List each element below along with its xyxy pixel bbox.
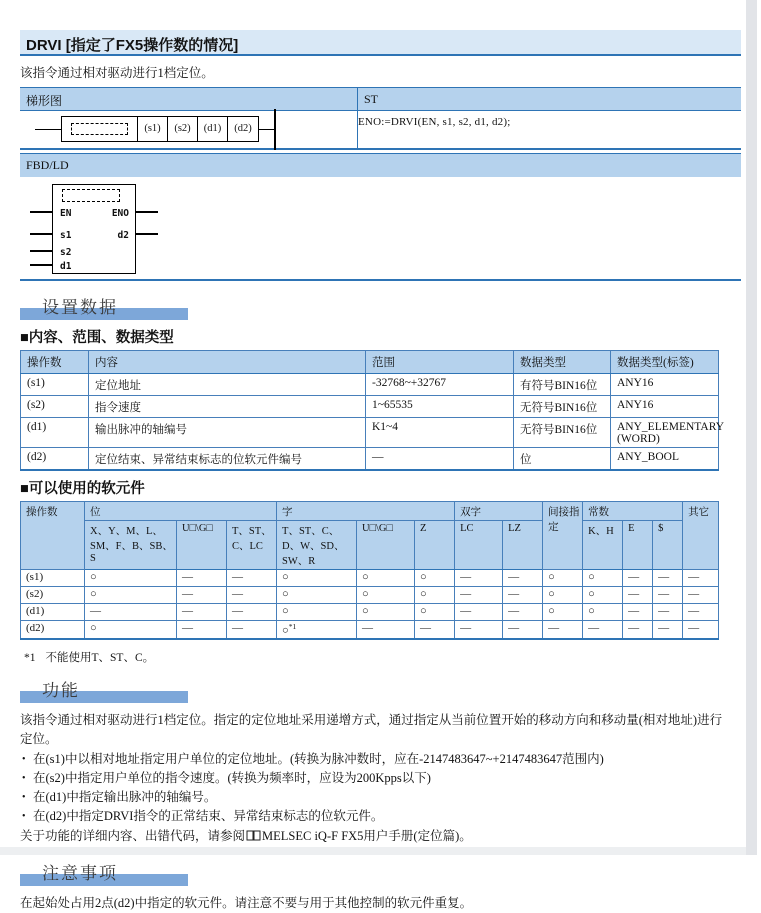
table-cell: — [623, 604, 653, 621]
table-cell: — [683, 604, 719, 621]
table-cell: ○ [583, 587, 623, 604]
table-sub-header-row [21, 521, 719, 570]
column-header: 间接指定 [543, 502, 583, 570]
function-bullets [20, 750, 741, 826]
manual-book-icon [246, 828, 261, 847]
table-cell: ○ [85, 587, 177, 604]
table-cell: — [455, 570, 503, 587]
column-header: 位 [85, 502, 277, 521]
table-cell: — [455, 604, 503, 621]
table-cell: (s1) [21, 570, 85, 587]
ladder-operand-d2: (d2) [234, 123, 252, 134]
column-header: T、ST、C、D、W、SD、SW、R [277, 521, 357, 570]
table-cell: — [683, 587, 719, 604]
bullet-item: • 在(s1)中以相对地址指定用户单位的定位地址。(转换为脉冲数时，应在-2147483647~+2147483647范围内) [20, 750, 741, 769]
table-cell: — [227, 621, 277, 639]
table-cell: ○ [277, 587, 357, 604]
bullet-item: • 在(d2)中指定DRVI指令的正常结束、异常结束标志的位软元件。 [20, 807, 741, 826]
table-cell: — [503, 570, 543, 587]
table-cell: — [85, 604, 177, 621]
instruction-placeholder-box [62, 189, 120, 202]
ladder-instruction-name-cell [62, 117, 138, 141]
precautions-paragraph: 在起始处占用2点(d2)中指定的软元件。请注意不要与用于其他控制的软元件重复。 [20, 895, 473, 910]
table-cell: — [623, 621, 653, 639]
content-table-body [21, 374, 725, 471]
table-cell: — [623, 570, 653, 587]
table-cell: 定位结束、异常结束标志的位软元件编号 [89, 448, 366, 471]
table-cell: — [503, 604, 543, 621]
table-cell: — [653, 621, 683, 639]
table-cell: 1~65535 [366, 396, 514, 418]
page-edge-bottom [0, 847, 746, 855]
table-header-row [21, 351, 719, 374]
fbd-input-stub [30, 211, 52, 213]
ladder-instruction-box [61, 116, 259, 142]
table-cell: (s2) [21, 587, 85, 604]
table-cell: — [177, 587, 227, 604]
table-cell: — [455, 587, 503, 604]
table-cell: (d1) [21, 418, 89, 448]
table-cell: ANY16 [611, 396, 719, 418]
column-header: 其它 [683, 502, 719, 570]
fbd-output-stub [136, 233, 158, 235]
table-cell: — [227, 604, 277, 621]
ladder-wire-left [35, 129, 61, 130]
format-table-body [20, 111, 741, 150]
table-cell: ○ [357, 604, 415, 621]
table-cell: ○ [415, 570, 455, 587]
reference-prefix: 关于功能的详细内容、出错代码，请参阅 [20, 828, 246, 843]
table-cell: — [177, 621, 227, 639]
table-row [21, 587, 719, 604]
table-group-header-row [21, 502, 719, 521]
table-cell: — [177, 570, 227, 587]
fbd-input-stub [30, 250, 52, 252]
footnote [24, 649, 741, 664]
column-header: E [623, 521, 653, 570]
column-header: 字 [277, 502, 455, 521]
column-header: Z [415, 521, 455, 570]
fbd-output-stub [136, 211, 158, 213]
table-cell: 有符号BIN16位 [514, 374, 611, 396]
table-row [21, 396, 719, 418]
table-cell: ○ [357, 570, 415, 587]
table-cell: ○ [415, 604, 455, 621]
table-cell: ○ [583, 604, 623, 621]
table-cell: — [683, 570, 719, 587]
table-cell: ANY_BOOL [611, 448, 719, 471]
table-cell: ○ [357, 587, 415, 604]
table-cell: -32768~+32767 [366, 374, 514, 396]
table-row [21, 374, 719, 396]
table-cell: 位 [514, 448, 611, 471]
table-cell: — [683, 621, 719, 639]
ladder-diagram [20, 111, 358, 150]
intro-text: 该指令通过相对驱动进行1档定位。 [20, 66, 214, 80]
table-cell: (d1) [21, 604, 85, 621]
bullet-item: • 在(s2)中指定用户单位的指令速度。(转换为频率时，应设为200Kpps以下) [20, 769, 741, 788]
table-cell: ANY_ELEMENTARY (WORD) [611, 418, 719, 448]
column-header: X、Y、M、L、SM、F、B、SB、S [85, 521, 177, 570]
section-heading-function: 功能 [20, 678, 741, 704]
table-cell: — [357, 621, 415, 639]
table-cell: — [653, 587, 683, 604]
table-cell: 定位地址 [89, 374, 366, 396]
table-row [21, 621, 719, 639]
ladder-header: 梯形图 [20, 88, 358, 110]
table-cell: — [583, 621, 623, 639]
table-cell: 无符号BIN16位 [514, 396, 611, 418]
column-header: $ [653, 521, 683, 570]
table-cell: — [503, 587, 543, 604]
table-cell: — [623, 587, 653, 604]
table-cell: 指令速度 [89, 396, 366, 418]
table-cell: ○ [543, 604, 583, 621]
format-table [20, 87, 741, 150]
page-edge-right [746, 0, 757, 855]
column-header: 双字 [455, 502, 543, 521]
section-heading-setting-data: 设置数据 [20, 295, 741, 321]
table-cell: (d2) [21, 621, 85, 639]
ladder-operand-s2: (s2) [168, 117, 198, 141]
table-cell: ○ [85, 570, 177, 587]
subheading-usable-devices: ■可以使用的软元件 [20, 481, 145, 497]
table-cell: ○$^{*1}$ [277, 621, 357, 639]
fbd-pin-eno: ENO [111, 208, 129, 219]
footnote-text: 不能使用T、ST、C。 [45, 651, 155, 664]
ladder-operand-s1: (s1) [138, 117, 168, 141]
table-row [21, 570, 719, 587]
column-header: U□\G□ [177, 521, 227, 570]
table-cell: ○ [543, 570, 583, 587]
manual-page-content [20, 30, 741, 913]
fbd-input-stub [30, 233, 52, 235]
bullet-item: • 在(d1)中指定输出脉冲的轴编号。 [20, 788, 741, 807]
table-cell: (d2) [21, 448, 89, 471]
table-cell: ○ [415, 587, 455, 604]
ladder-operand-d1: (d1) [198, 117, 228, 141]
reference-manual-title: MELSEC iQ-F FX5用户手册(定位篇)。 [262, 828, 472, 843]
table-cell: — [503, 621, 543, 639]
column-header: LC [455, 521, 503, 570]
table-cell: — [455, 621, 503, 639]
fbd-pin-s1: s1 [60, 230, 72, 241]
table-cell: — [415, 621, 455, 639]
column-header: 操作数 [21, 502, 85, 570]
footnote-marker: *1 [24, 651, 36, 664]
column-header: 数据类型 [514, 351, 611, 374]
column-header: K、H [583, 521, 623, 570]
ladder-wire-right [258, 129, 274, 130]
fbd-pin-s2: s2 [60, 247, 72, 258]
fbd-header: FBD/LD [20, 153, 741, 177]
table-cell: ○ [277, 570, 357, 587]
table-row [21, 418, 719, 448]
usable-devices-table [20, 501, 719, 640]
table-row [21, 448, 719, 471]
column-header: LZ [503, 521, 543, 570]
table-cell: (s2) [21, 396, 89, 418]
table-cell: 无符号BIN16位 [514, 418, 611, 448]
column-header: 范围 [366, 351, 514, 374]
table-cell: 输出脉冲的轴编号 [89, 418, 366, 448]
table-cell: ANY16 [611, 374, 719, 396]
st-header: ST [364, 92, 379, 106]
device-table-body [21, 570, 719, 639]
fbd-input-stub [30, 264, 52, 266]
fbd-diagram [20, 177, 741, 281]
reference-line [20, 827, 741, 847]
page-title: DRVI [指定了FX5操作数的情况] [20, 30, 741, 56]
table-cell: ○ [85, 621, 177, 639]
table-cell: — [227, 570, 277, 587]
table-row [21, 604, 719, 621]
content-range-type-table [20, 350, 725, 471]
column-header: T、ST、C、LC [227, 521, 277, 570]
column-header: 操作数 [21, 351, 89, 374]
table-cell: — [653, 604, 683, 621]
table-cell: ○ [277, 604, 357, 621]
table-cell: ○ [583, 570, 623, 587]
function-paragraph: 该指令通过相对驱动进行1档定位。指定的定位地址采用递增方式，通过指定从当前位置开始的移动方向和移动量(相对地址)进行定位。 [20, 712, 723, 746]
column-header: 常数 [583, 502, 683, 521]
table-cell: K1~4 [366, 418, 514, 448]
table-cell: ○ [543, 587, 583, 604]
table-cell: (s1) [21, 374, 89, 396]
st-code: ENO:=DRVI(EN, s1, s2, d1, d2); [358, 116, 511, 128]
format-table-header [20, 87, 741, 111]
fbd-pin-en: EN [60, 208, 72, 219]
table-cell: — [653, 570, 683, 587]
column-header: 数据类型(标签) [611, 351, 719, 374]
table-cell: — [227, 587, 277, 604]
subheading-content-range-type: ■内容、范围、数据类型 [20, 330, 174, 346]
table-cell: — [543, 621, 583, 639]
fbd-pin-d2: d2 [117, 230, 129, 241]
ladder-right-rail [274, 109, 276, 150]
column-header: U□\G□ [357, 521, 415, 570]
section-heading-precautions: 注意事项 [20, 861, 741, 887]
column-header: 内容 [89, 351, 366, 374]
fbd-block [52, 184, 136, 274]
table-cell: — [177, 604, 227, 621]
instruction-placeholder-box [71, 123, 128, 135]
table-cell: — [366, 448, 514, 471]
fbd-pin-d1: d1 [60, 261, 72, 272]
